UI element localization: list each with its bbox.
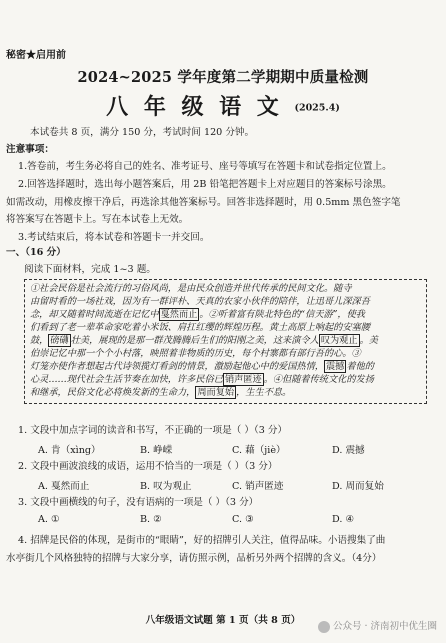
wechat-logo-icon [318,621,330,633]
note-1: 1.答卷前，考生务必将自己的姓名、准考证号、座号等填写在答题卡和试卷指定位置上。 [18,161,392,172]
note-3: 3.考试结束后，将本试卷和答题卡一并交回。 [18,232,210,243]
section-1-instruction: 阅读下面材料，完成 1~3 题。 [24,264,156,275]
section-points: （16 分） [25,247,66,258]
question-4-stem-cont: 水亭街几个风格独特的招牌与大家分享，请仿照示例，品析另外两个招牌的含义。（4分） [6,553,382,564]
passage-text: 壮美，展现的是那一群茂腾腾后生们的阳刚之美，这来演令人 [70,335,319,346]
notes-heading: 注意事项： [6,144,54,155]
passage-line: 由留时看的一场社戏，因为有一群评朴、天真的农家小伙伴的陪伴，让迅哥儿深深吾 [30,296,370,307]
passage-text: 着他的 [346,361,374,372]
section-number: 一、 [6,247,26,258]
q2-option-b: B. 叹为观止 [140,481,192,492]
highlighted-term: 叹为观止 [320,335,358,346]
watermark [318,618,437,633]
subject-name: 八 年 级 语 文 [106,94,283,120]
question-2-stem: 2. 文段中画波浪线的成语，运用不恰当的一项是（ ）（3 分） [18,461,278,472]
q3-option-c: C. ③ [232,514,254,525]
passage-line: 们看到了老一辈革命家吃着小米饭、肩扛红缨的辉煌历程。黄土高原上响起的安塞腰 [30,322,370,333]
subject-title [0,90,446,121]
exam-summary: 本试卷共 8 页，满分 150 分，考试时间 120 分钟。 [30,127,255,138]
highlighted-term: 磅礴 [50,335,69,346]
passage-text: 。②听着富有陕北特色的“信天游”，使我 [199,309,365,320]
q1-option-b: B. 峥嵘 [140,445,173,456]
q1-option-a: A. 肯（xìng） [38,445,101,456]
passage-text: 心灵……现代社会生活节奏在加快，许多民俗已 [30,374,223,385]
passage-line [30,387,291,399]
q3-option-b: B. ② [140,514,162,525]
question-3-stem: 3. 文段中画横线的句子，没有语病的一项是（ ）（3 分） [18,497,259,508]
q1-option-d: D. 震撼 [332,445,365,456]
secret-label: 秘密★启用前 [6,50,66,61]
q3-option-a: A. ① [38,514,60,525]
passage-text: 和继承，民俗文化必将焕发新的生命力， [30,387,196,398]
passage-text: ，生生不息。 [236,387,292,398]
passage-line: ①社会民俗是社会流行的习俗风尚，是由民众创造并世代传承的民间文化。随寺 [30,283,352,294]
note-2: 2.回答选择题时，选出每小题答案后，用 2B 铅笔把答题卡上对应题目的答案标号涂黑。 [18,179,392,190]
passage-line [30,335,378,347]
passage-text: 念，却又随着时间流逝在记忆中 [30,309,159,320]
page-footer: 八年级语文试题 第 1 页（共 8 页） [145,615,301,626]
passage-text: 鼓， [30,335,49,346]
passage-line: 伯崇记忆中那一个个小村落，映照着非物质的历史，每个村寨都有部行吾的心。③ [30,348,361,359]
passage-line [30,374,374,386]
exam-date: (2025.4) [294,102,340,114]
note-2-cont: 如需改动，用橡皮擦干净后，再选涂其他答案标号。回答非选择题时，用 0.5mm 黑色签字笔 [6,197,401,208]
highlighted-term: 戛然而止 [160,309,198,320]
highlighted-term: 震撼 [326,361,345,372]
passage-text: 。美 [359,335,378,346]
passage-text: 。④但随着传统文化的发扬 [263,374,374,385]
passage-line [30,309,365,321]
passage-text: 灯笼亦使作者想起古代诗领揽灯看剑的情景，激励起他心中的爱国热情， [30,361,324,372]
q2-option-d: D. 周而复始 [332,481,384,492]
highlighted-term: 周而复始 [197,387,235,398]
note-2-cont-2: 将答案写在答题卡上。写在本试卷上无效。 [6,214,189,225]
question-4-stem: 4. 招牌是民俗的体现，是街市的“眼睛”，好的招牌引人关注，值得品味。小语搜集了曲 [18,535,386,546]
q2-option-a: A. 戛然而止 [38,481,90,492]
highlighted-term: 销声匿迹 [224,374,262,385]
q1-option-c: C. 藉（jiè） [232,445,286,456]
passage-line [30,361,374,373]
section-1-label [6,246,66,259]
watermark-text: 公众号 · 济南初中优生圈 [333,621,438,632]
q3-option-d: D. ④ [332,514,355,525]
question-1-stem: 1. 文段中加点字词的读音和书写，不正确的一项是（ ）（3 分） [18,425,288,436]
q2-option-c: C. 销声匿迹 [232,481,284,492]
exam-title: 2024~2025 学年度第二学期期中质量检测 [77,69,369,86]
